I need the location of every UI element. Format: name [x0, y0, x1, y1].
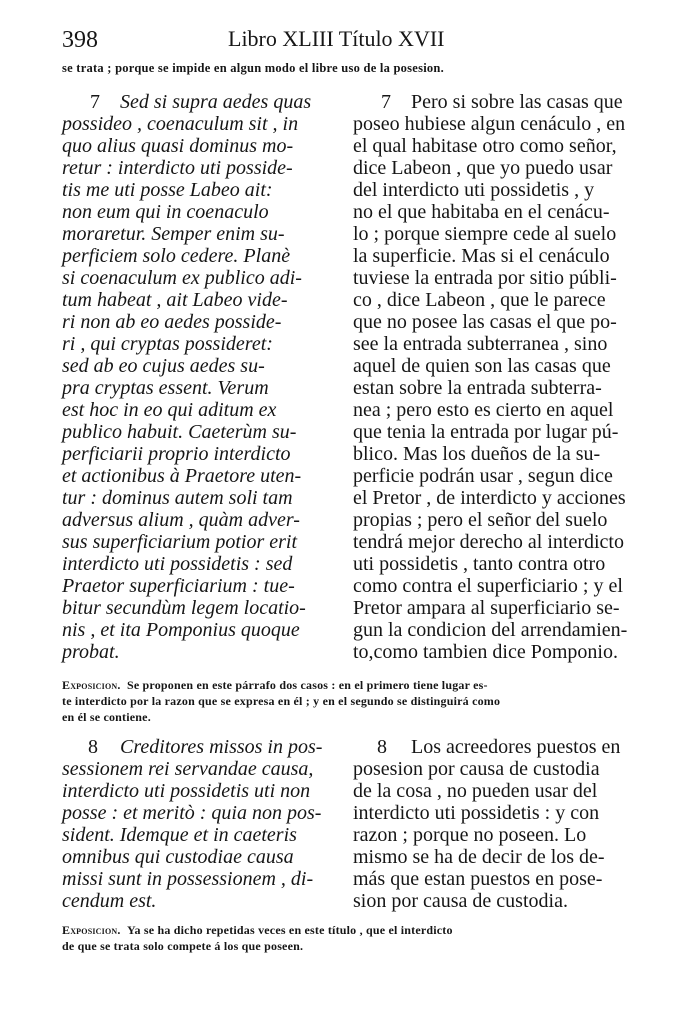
text-line: sident. Idemque et in caeteris [62, 824, 297, 846]
text-line: tur : dominus autem soli tam [62, 487, 293, 509]
text-line: retur : interdicto uti posside- [62, 157, 293, 179]
exposition-label: Exposicion. [62, 678, 121, 692]
text-line: que tenia la entrada por lugar pú- [353, 421, 619, 443]
text-line: gun la condicion del arrendamien- [353, 619, 628, 641]
text-line: et actionibus à Praetore uten- [62, 465, 302, 487]
text-line: sed ab eo cujus aedes su- [62, 355, 265, 377]
text-line: sus superficiarium potior erit [62, 531, 298, 553]
running-head: Libro XLIII Título XVII [228, 26, 445, 51]
latin-text-section-7 [62, 91, 337, 663]
text-line: dice Labeon , que yo puedo usar [353, 157, 613, 179]
text-line: adversus alium , quàm adver- [62, 509, 300, 531]
text-line: sion por causa de custodia. [353, 890, 568, 912]
text-line: pra cryptas essent. Verum [62, 377, 269, 399]
text-line: tis me uti posse Labeo ait: [62, 179, 273, 201]
text-line: possideo , coenaculum sit , in [62, 113, 299, 135]
paragraph-number: 8 [88, 736, 98, 758]
text-line: tendrá mejor derecho al interdicto [353, 531, 624, 553]
text-line: de la cosa , no pueden usar del [353, 780, 598, 802]
paragraph-number: 7 [381, 91, 391, 113]
text-line: moraretur. Semper enim su- [62, 223, 285, 245]
text-line: omnibus qui custodiae causa [62, 846, 294, 868]
text-line: sessionem rei servandae causa, [62, 758, 314, 780]
text-line: 8 Los acreedores puestos en [353, 736, 623, 758]
exposition-section-8 [62, 922, 622, 954]
paragraph-number: 7 [90, 91, 100, 113]
spanish-text-section-8 [353, 736, 623, 912]
text-line: co , dice Labeon , que le parece [353, 289, 606, 311]
exposition-line: te interdicto por la razon que se expresa en él ; y en el segundo se distinguirá como [62, 694, 501, 708]
text-line: nea ; pero esto es cierto en aquel [353, 399, 614, 421]
page-number: 398 [62, 27, 98, 53]
text-line: interdicto uti possidetis : y con [353, 802, 600, 824]
text-line: uti possidetis , tanto contra otro [353, 553, 606, 575]
text-line: see la entrada subterranea , sino [353, 333, 608, 355]
text-line: bitur secundùm legem locatio- [62, 597, 306, 619]
text-line: propias ; pero el señor del suelo [353, 509, 608, 531]
text-line: lo ; porque siempre cede al suelo [353, 223, 617, 245]
text-line: Praetor superficiarium : tue- [62, 575, 295, 597]
text-line: aquel de quien son las casas que [353, 355, 611, 377]
text-line: perficiarii proprio interdicto [62, 443, 291, 465]
latin-text-section-8 [62, 736, 337, 912]
text-line: perficiem solo cedere. Planè [62, 245, 291, 267]
text-line: el qual habitase otro como señor, [353, 135, 617, 157]
text-line: blico. Mas los dueños de la su- [353, 443, 601, 465]
text-line: cendum est. [62, 890, 157, 912]
text-line: la superficie. Mas si el cenáculo [353, 245, 610, 267]
text-line: 7 Pero si sobre las casas que [353, 91, 623, 113]
text-line: probat. [62, 641, 120, 663]
exposition-label: Exposicion. [62, 923, 121, 937]
paragraph-number: 8 [377, 736, 387, 758]
text-line: tum habeat , ait Labeo vide- [62, 289, 288, 311]
continuation-line: se trata ; porque se impide en algun modo el libre uso de la posesion. [62, 61, 444, 75]
text-line: interdicto uti possidetis : sed [62, 553, 293, 575]
spanish-text-section-7 [353, 91, 628, 663]
exposition-section-7 [62, 677, 622, 725]
text-line: del interdicto uti possidetis , y [353, 179, 595, 201]
text-line: 7 Sed si supra aedes quas [62, 91, 337, 113]
text-line: como contra el superficiario ; y el [353, 575, 623, 597]
text-line: ri , qui cryptas possideret: [62, 333, 273, 355]
text-line: perficie podrán usar , segun dice [353, 465, 613, 487]
text-line: non eum qui in coenaculo [62, 201, 269, 223]
text-line: que no posee las casas el que po- [353, 311, 617, 333]
exposition-line: en él se contiene. [62, 710, 151, 724]
text-line: est hoc in eo qui aditum ex [62, 399, 277, 421]
text-line: Pretor ampara al superficiario se- [353, 597, 620, 619]
text-line: poseo hubiese algun cenáculo , en [353, 113, 626, 135]
text-line: posesion por causa de custodia [353, 758, 600, 780]
text-line: no el que habitaba en el cenácu- [353, 201, 610, 223]
text-line: tuviese la entrada por sitio públi- [353, 267, 617, 289]
text-line: interdicto uti possidetis uti non [62, 780, 311, 802]
text-line: el Pretor , de interdicto y acciones [353, 487, 626, 509]
text-line: nis , et ita Pomponius quoque [62, 619, 300, 641]
exposition-line: Exposicion. Ya se ha dicho repetidas veces en este título , que el interdicto [62, 923, 453, 937]
text-line: más que estan puestos en pose- [353, 868, 603, 890]
exposition-line: de que se trata solo compete á los que poseen. [62, 939, 304, 953]
text-line: ri non ab eo aedes posside- [62, 311, 282, 333]
text-line: posse : et meritò : quia non pos- [62, 802, 322, 824]
text-line: estan sobre la entrada subterra- [353, 377, 602, 399]
exposition-line: Exposicion. Se proponen en este párrafo dos casos : en el primero tiene lugar es- [62, 678, 488, 692]
text-line: publico habuit. Caeterùm su- [62, 421, 297, 443]
text-line: missi sunt in possessionem , di- [62, 868, 314, 890]
text-line: 8 Creditores missos in pos- [62, 736, 337, 758]
text-line: mismo se ha de decir de los de- [353, 846, 605, 868]
text-line: razon ; porque no poseen. Lo [353, 824, 587, 846]
text-line: si coenaculum ex publico adi- [62, 267, 302, 289]
text-line: quo alius quasi dominus mo- [62, 135, 294, 157]
text-line: to,como tambien dice Pomponio. [353, 641, 618, 663]
